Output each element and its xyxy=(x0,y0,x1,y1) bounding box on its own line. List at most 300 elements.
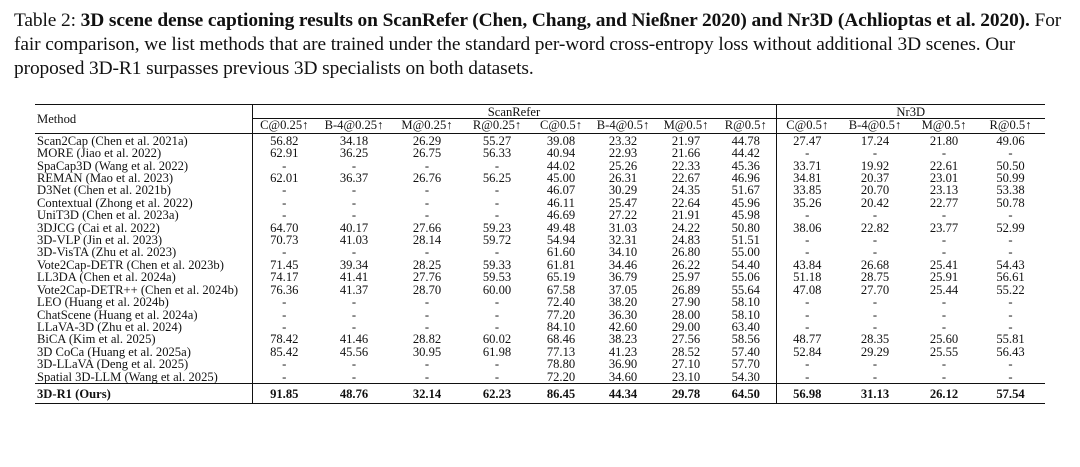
value-cell: 54.40 xyxy=(716,259,776,271)
value-cell: - xyxy=(351,357,357,372)
value-cell: - xyxy=(282,357,287,372)
value-cell: 34.10 xyxy=(608,245,638,260)
value-cell: - xyxy=(282,183,287,198)
value-cell: 45.36 xyxy=(716,160,776,172)
table-row xyxy=(35,271,1045,283)
value-cell: - xyxy=(1008,357,1013,372)
value-cell: 36.30 xyxy=(608,307,638,322)
value-cell: 23.32 xyxy=(608,133,638,148)
value-cell: 21.80 xyxy=(929,133,959,148)
value-cell: 26.75 xyxy=(412,146,442,161)
value-cell: 29.29 xyxy=(860,344,890,359)
value-cell: 57.70 xyxy=(716,358,776,370)
value-cell: - xyxy=(1008,245,1013,260)
value-cell: 27.76 xyxy=(412,270,442,285)
value-cell: - xyxy=(494,195,500,210)
value-cell: 44.42 xyxy=(716,147,776,159)
value-cell: 59.53 xyxy=(482,270,512,285)
value-cell: 26.68 xyxy=(860,257,890,272)
value-cell: 72.20 xyxy=(546,369,576,384)
value-cell: 28.35 xyxy=(860,332,890,347)
value-cell: 45.98 xyxy=(716,209,776,221)
value-cell: - xyxy=(1008,295,1013,310)
value-cell: 25.60 xyxy=(929,332,959,347)
value-cell: 26.76 xyxy=(412,171,442,186)
value-cell: 72.40 xyxy=(546,295,576,310)
value-cell: - xyxy=(494,357,500,372)
value-cell: - xyxy=(282,245,287,260)
value-cell: 58.10 xyxy=(716,309,776,321)
value-cell: 76.36 xyxy=(270,282,299,297)
value-cell: 61.98 xyxy=(482,344,512,359)
value-cell: - xyxy=(494,369,500,384)
value-cell: 84.10 xyxy=(546,319,576,334)
table-row xyxy=(35,197,1045,209)
method-cell: 3D-VLP (Jin et al. 2023) xyxy=(35,234,252,246)
value-cell: 59.23 xyxy=(482,220,512,235)
value-cell: 22.82 xyxy=(860,220,890,235)
value-cell: 25.47 xyxy=(608,195,638,210)
value-cell: - xyxy=(805,369,810,384)
value-cell: - xyxy=(872,245,878,260)
value-cell: 91.85 xyxy=(270,386,299,401)
table-row xyxy=(35,160,1045,172)
method-cell: Spatial 3D-LLM (Wang et al. 2025) xyxy=(35,371,252,384)
method-cell: SpaCap3D (Wang et al. 2022) xyxy=(35,160,252,172)
value-cell: 45.96 xyxy=(716,197,776,209)
method-cell: LEO (Huang et al. 2024b) xyxy=(35,296,252,308)
column-header: M@0.5↑ xyxy=(921,118,967,133)
value-cell: - xyxy=(424,357,430,372)
table-row-ours xyxy=(35,383,1045,403)
table-row xyxy=(35,209,1045,221)
method-header: Method xyxy=(35,105,252,134)
value-cell: - xyxy=(351,183,357,198)
method-cell: LLaVA-3D (Zhu et al. 2024) xyxy=(35,321,252,333)
method-cell: Vote2Cap-DETR++ (Chen et al. 2024b) xyxy=(35,284,252,296)
value-cell: 77.20 xyxy=(546,307,576,322)
value-cell: 56.82 xyxy=(270,133,299,148)
column-header: C@0.5↑ xyxy=(539,118,583,133)
value-cell: 52.84 xyxy=(793,344,822,359)
method-cell: Contextual (Zhong et al. 2022) xyxy=(35,197,252,209)
table-caption xyxy=(14,9,1066,81)
caption-bold: 3D scene dense captioning results on ScanRefer (Chen, Chang, and Nießner 2020) and Nr3D (Achlioptas et al. 2020). xyxy=(80,10,1030,31)
value-cell: 27.90 xyxy=(671,295,701,310)
value-cell: 65.19 xyxy=(546,270,576,285)
value-cell: - xyxy=(1008,146,1013,161)
value-cell: 39.34 xyxy=(339,257,369,272)
value-cell: 41.37 xyxy=(339,282,369,297)
value-cell: 50.50 xyxy=(996,158,1025,173)
method-cell: UniT3D (Chen et al. 2023a) xyxy=(35,209,252,221)
value-cell: - xyxy=(351,158,357,173)
value-cell: 46.69 xyxy=(546,208,576,223)
value-cell: 32.14 xyxy=(412,386,442,401)
value-cell: 51.18 xyxy=(793,270,822,285)
value-cell: 60.02 xyxy=(482,332,512,347)
value-cell: 27.10 xyxy=(671,357,701,372)
value-cell: 28.75 xyxy=(860,270,890,285)
value-cell: 56.25 xyxy=(482,171,512,186)
value-cell: 29.00 xyxy=(671,319,701,334)
value-cell: 25.26 xyxy=(608,158,638,173)
value-cell: 34.60 xyxy=(608,369,638,384)
method-cell: Scan2Cap (Chen et al. 2021a) xyxy=(35,133,252,147)
value-cell: - xyxy=(805,319,810,334)
value-cell: 26.89 xyxy=(671,282,701,297)
column-header: C@0.25↑ xyxy=(260,118,309,133)
value-cell: 37.05 xyxy=(608,282,638,297)
value-cell: - xyxy=(282,369,287,384)
value-cell: - xyxy=(494,307,500,322)
value-cell: - xyxy=(494,245,500,260)
value-cell: - xyxy=(1008,208,1013,223)
value-cell: - xyxy=(872,369,878,384)
value-cell: - xyxy=(1008,319,1013,334)
value-cell: - xyxy=(1008,233,1013,248)
value-cell: - xyxy=(282,195,287,210)
value-cell: 21.97 xyxy=(671,133,701,148)
value-cell: 31.13 xyxy=(860,386,890,401)
value-cell: - xyxy=(941,233,947,248)
value-cell: 26.29 xyxy=(412,133,442,148)
caption-rest: For fair comparison, we list methods that are trained under the standard per-word cross-entropy loss without additional 3D scenes. Our proposed 3D-R1 surpasses previous 3D specialists on both datasets. xyxy=(14,10,1062,79)
value-cell: 50.80 xyxy=(716,222,776,234)
value-cell: - xyxy=(282,158,287,173)
value-cell: 32.31 xyxy=(608,233,638,248)
value-cell: 22.77 xyxy=(929,195,959,210)
value-cell: 19.92 xyxy=(860,158,890,173)
group-nr3d: Nr3D xyxy=(776,105,1045,119)
value-cell: 20.37 xyxy=(860,171,890,186)
method-cell: 3D-VisTA (Zhu et al. 2023) xyxy=(35,246,252,258)
value-cell: - xyxy=(282,319,287,334)
value-cell: 59.72 xyxy=(482,233,512,248)
table-row xyxy=(35,172,1045,184)
value-cell: - xyxy=(494,158,500,173)
value-cell: 56.98 xyxy=(793,386,822,401)
value-cell: - xyxy=(872,146,878,161)
value-cell: 36.25 xyxy=(339,146,369,161)
value-cell: 27.56 xyxy=(671,332,701,347)
value-cell: - xyxy=(941,319,947,334)
value-cell: 24.35 xyxy=(671,183,701,198)
value-cell: 40.94 xyxy=(546,146,576,161)
value-cell: 49.48 xyxy=(546,220,576,235)
value-cell: - xyxy=(805,208,810,223)
column-header: R@0.5↑ xyxy=(716,119,776,133)
value-cell: - xyxy=(424,307,430,322)
value-cell: 24.83 xyxy=(671,233,701,248)
value-cell: 30.29 xyxy=(608,183,638,198)
value-cell: - xyxy=(872,295,878,310)
value-cell: 54.94 xyxy=(546,233,576,248)
column-header: R@0.5↑ xyxy=(989,118,1032,133)
value-cell: 78.42 xyxy=(270,332,299,347)
value-cell: 48.77 xyxy=(793,332,822,347)
value-cell: - xyxy=(941,245,947,260)
value-cell: - xyxy=(494,319,500,334)
value-cell: 26.22 xyxy=(671,257,701,272)
method-cell: 3D CoCa (Huang et al. 2025a) xyxy=(35,346,252,358)
value-cell: 31.03 xyxy=(608,220,638,235)
value-cell: 44.34 xyxy=(608,386,638,401)
table-row xyxy=(35,259,1045,271)
column-header: B-4@0.25↑ xyxy=(324,118,384,133)
value-cell: 61.60 xyxy=(546,245,576,260)
value-cell: 28.52 xyxy=(671,344,701,359)
value-cell: - xyxy=(494,295,500,310)
value-cell: - xyxy=(805,307,810,322)
value-cell: 59.33 xyxy=(482,257,512,272)
value-cell: - xyxy=(872,319,878,334)
value-cell: - xyxy=(1008,307,1013,322)
value-cell: 25.41 xyxy=(929,257,959,272)
value-cell: 33.85 xyxy=(793,183,822,198)
value-cell: 43.84 xyxy=(793,257,822,272)
value-cell: - xyxy=(351,195,357,210)
value-cell: 41.41 xyxy=(339,270,369,285)
group-scanrefer: ScanRefer xyxy=(252,105,776,119)
value-cell: 41.23 xyxy=(608,344,638,359)
value-cell: 55.81 xyxy=(996,332,1025,347)
value-cell: 36.37 xyxy=(339,171,369,186)
value-cell: 23.77 xyxy=(929,220,959,235)
value-cell: 28.82 xyxy=(412,332,442,347)
value-cell: 20.42 xyxy=(860,195,890,210)
value-cell: 34.18 xyxy=(339,133,369,148)
value-cell: 56.33 xyxy=(482,146,512,161)
value-cell: 74.17 xyxy=(270,270,299,285)
value-cell: - xyxy=(941,369,947,384)
value-cell: 64.50 xyxy=(716,383,776,403)
value-cell: 27.47 xyxy=(793,133,822,148)
value-cell: 34.46 xyxy=(608,257,638,272)
value-cell: 36.90 xyxy=(608,357,638,372)
value-cell: - xyxy=(424,319,430,334)
value-cell: 49.06 xyxy=(996,133,1025,148)
value-cell: 23.13 xyxy=(929,183,959,198)
value-cell: - xyxy=(1008,369,1013,384)
value-cell: 22.33 xyxy=(671,158,701,173)
value-cell: 22.93 xyxy=(608,146,638,161)
value-cell: 28.00 xyxy=(671,307,701,322)
table-row xyxy=(35,234,1045,246)
value-cell: - xyxy=(351,295,357,310)
column-header: B-4@0.5↑ xyxy=(848,118,902,133)
value-cell: 46.11 xyxy=(547,195,575,210)
value-cell: - xyxy=(494,208,500,223)
value-cell: 27.22 xyxy=(608,208,638,223)
method-cell: Vote2Cap-DETR (Chen et al. 2023b) xyxy=(35,259,252,271)
value-cell: - xyxy=(805,233,810,248)
value-cell: - xyxy=(941,307,947,322)
value-cell: - xyxy=(941,208,947,223)
table-header xyxy=(35,105,1045,134)
value-cell: - xyxy=(424,369,430,384)
value-cell: 55.22 xyxy=(996,282,1025,297)
value-cell: - xyxy=(872,208,878,223)
value-cell: 28.14 xyxy=(412,233,442,248)
value-cell: 22.61 xyxy=(929,158,959,173)
table-row xyxy=(35,184,1045,196)
value-cell: 22.67 xyxy=(671,171,701,186)
value-cell: 50.78 xyxy=(996,195,1025,210)
value-cell: 64.70 xyxy=(270,220,299,235)
value-cell: 62.91 xyxy=(270,146,299,161)
value-cell: 44.78 xyxy=(716,133,776,147)
value-cell: 50.99 xyxy=(996,171,1025,186)
method-cell: 3D-R1 (Ours) xyxy=(35,383,252,403)
value-cell: 22.64 xyxy=(671,195,701,210)
table-row xyxy=(35,371,1045,384)
value-cell: - xyxy=(872,307,878,322)
value-cell: - xyxy=(282,307,287,322)
value-cell: 26.80 xyxy=(671,245,701,260)
value-cell: - xyxy=(805,357,810,372)
value-cell: 70.73 xyxy=(270,233,299,248)
column-header: B-4@0.5↑ xyxy=(596,118,650,133)
value-cell: 45.56 xyxy=(339,344,369,359)
value-cell: 25.91 xyxy=(929,270,959,285)
value-cell: - xyxy=(351,208,357,223)
column-header: M@0.25↑ xyxy=(401,118,453,133)
value-cell: 56.61 xyxy=(996,270,1025,285)
table-row xyxy=(35,358,1045,370)
table-row xyxy=(35,284,1045,296)
value-cell: 27.70 xyxy=(860,282,890,297)
value-cell: 53.38 xyxy=(996,183,1025,198)
column-header: C@0.5↑ xyxy=(786,118,829,133)
table-row xyxy=(35,321,1045,333)
value-cell: 25.44 xyxy=(929,282,959,297)
value-cell: - xyxy=(424,245,430,260)
value-cell: 25.97 xyxy=(671,270,701,285)
value-cell: 68.46 xyxy=(546,332,576,347)
value-cell: 21.66 xyxy=(671,146,701,161)
value-cell: 42.60 xyxy=(608,319,638,334)
value-cell: 29.78 xyxy=(671,386,701,401)
value-cell: 48.76 xyxy=(339,386,369,401)
value-cell: - xyxy=(351,319,357,334)
value-cell: 55.64 xyxy=(716,284,776,296)
table-row xyxy=(35,246,1045,258)
table-row xyxy=(35,333,1045,345)
table-row xyxy=(35,147,1045,159)
value-cell: 21.91 xyxy=(671,208,701,223)
value-cell: 30.95 xyxy=(412,344,442,359)
caption-label: Table 2: xyxy=(14,10,81,31)
column-header: M@0.5↑ xyxy=(663,118,709,133)
value-cell: - xyxy=(424,195,430,210)
method-cell: ChatScene (Huang et al. 2024a) xyxy=(35,309,252,321)
value-cell: 55.27 xyxy=(482,133,512,148)
table-row xyxy=(35,296,1045,308)
value-cell: 39.08 xyxy=(546,133,576,148)
value-cell: 24.22 xyxy=(671,220,701,235)
value-cell: - xyxy=(282,295,287,310)
value-cell: 63.40 xyxy=(716,321,776,333)
value-cell: 46.07 xyxy=(546,183,576,198)
value-cell: 57.40 xyxy=(716,346,776,358)
value-cell: - xyxy=(351,307,357,322)
value-cell: 86.45 xyxy=(546,386,576,401)
value-cell: 35.26 xyxy=(793,195,822,210)
value-cell: 67.58 xyxy=(546,282,576,297)
value-cell: 26.12 xyxy=(929,386,959,401)
value-cell: 54.30 xyxy=(716,371,776,384)
value-cell: - xyxy=(805,245,810,260)
method-cell: 3D-LLaVA (Deng et al. 2025) xyxy=(35,358,252,370)
value-cell: 71.45 xyxy=(270,257,299,272)
table-body xyxy=(35,133,1045,404)
value-cell: - xyxy=(941,146,947,161)
value-cell: 62.01 xyxy=(270,171,299,186)
value-cell: 36.79 xyxy=(608,270,638,285)
value-cell: 38.20 xyxy=(608,295,638,310)
table-row xyxy=(35,222,1045,234)
value-cell: - xyxy=(805,146,810,161)
value-cell: 38.06 xyxy=(793,220,822,235)
value-cell: 77.13 xyxy=(546,344,576,359)
value-cell: 44.02 xyxy=(546,158,576,173)
value-cell: - xyxy=(351,369,357,384)
value-cell: 60.00 xyxy=(482,282,512,297)
value-cell: 25.55 xyxy=(929,344,959,359)
results-table xyxy=(35,104,1045,404)
value-cell: - xyxy=(424,158,430,173)
value-cell: 41.46 xyxy=(339,332,369,347)
value-cell: 45.00 xyxy=(546,171,576,186)
value-cell: - xyxy=(351,245,357,260)
method-cell: REMAN (Mao et al. 2023) xyxy=(35,172,252,184)
value-cell: 20.70 xyxy=(860,183,890,198)
value-cell: 28.25 xyxy=(412,257,442,272)
value-cell: 47.08 xyxy=(793,282,822,297)
value-cell: 23.01 xyxy=(929,171,959,186)
value-cell: - xyxy=(424,208,430,223)
value-cell: 27.66 xyxy=(412,220,442,235)
column-header: R@0.25↑ xyxy=(472,118,522,133)
value-cell: 57.54 xyxy=(996,386,1025,401)
value-cell: 38.23 xyxy=(608,332,638,347)
value-cell: 62.23 xyxy=(482,386,512,401)
method-cell: MORE (Jiao et al. 2022) xyxy=(35,147,252,159)
value-cell: - xyxy=(941,357,947,372)
value-cell: 55.00 xyxy=(716,246,776,258)
value-cell: 23.10 xyxy=(671,369,701,384)
value-cell: 54.43 xyxy=(996,257,1025,272)
value-cell: 56.43 xyxy=(996,344,1025,359)
value-cell: 41.03 xyxy=(339,233,369,248)
table-row xyxy=(35,133,1045,147)
method-cell: D3Net (Chen et al. 2021b) xyxy=(35,184,252,196)
value-cell: 52.99 xyxy=(996,220,1025,235)
value-cell: 85.42 xyxy=(270,344,299,359)
value-cell: - xyxy=(872,357,878,372)
value-cell: - xyxy=(282,208,287,223)
value-cell: 61.81 xyxy=(546,257,576,272)
value-cell: 17.24 xyxy=(860,133,890,148)
value-cell: 51.67 xyxy=(716,184,776,196)
value-cell: 28.70 xyxy=(412,282,442,297)
value-cell: - xyxy=(424,295,430,310)
value-cell: - xyxy=(424,183,430,198)
value-cell: 51.51 xyxy=(716,234,776,246)
value-cell: 58.56 xyxy=(716,333,776,345)
value-cell: - xyxy=(941,295,947,310)
